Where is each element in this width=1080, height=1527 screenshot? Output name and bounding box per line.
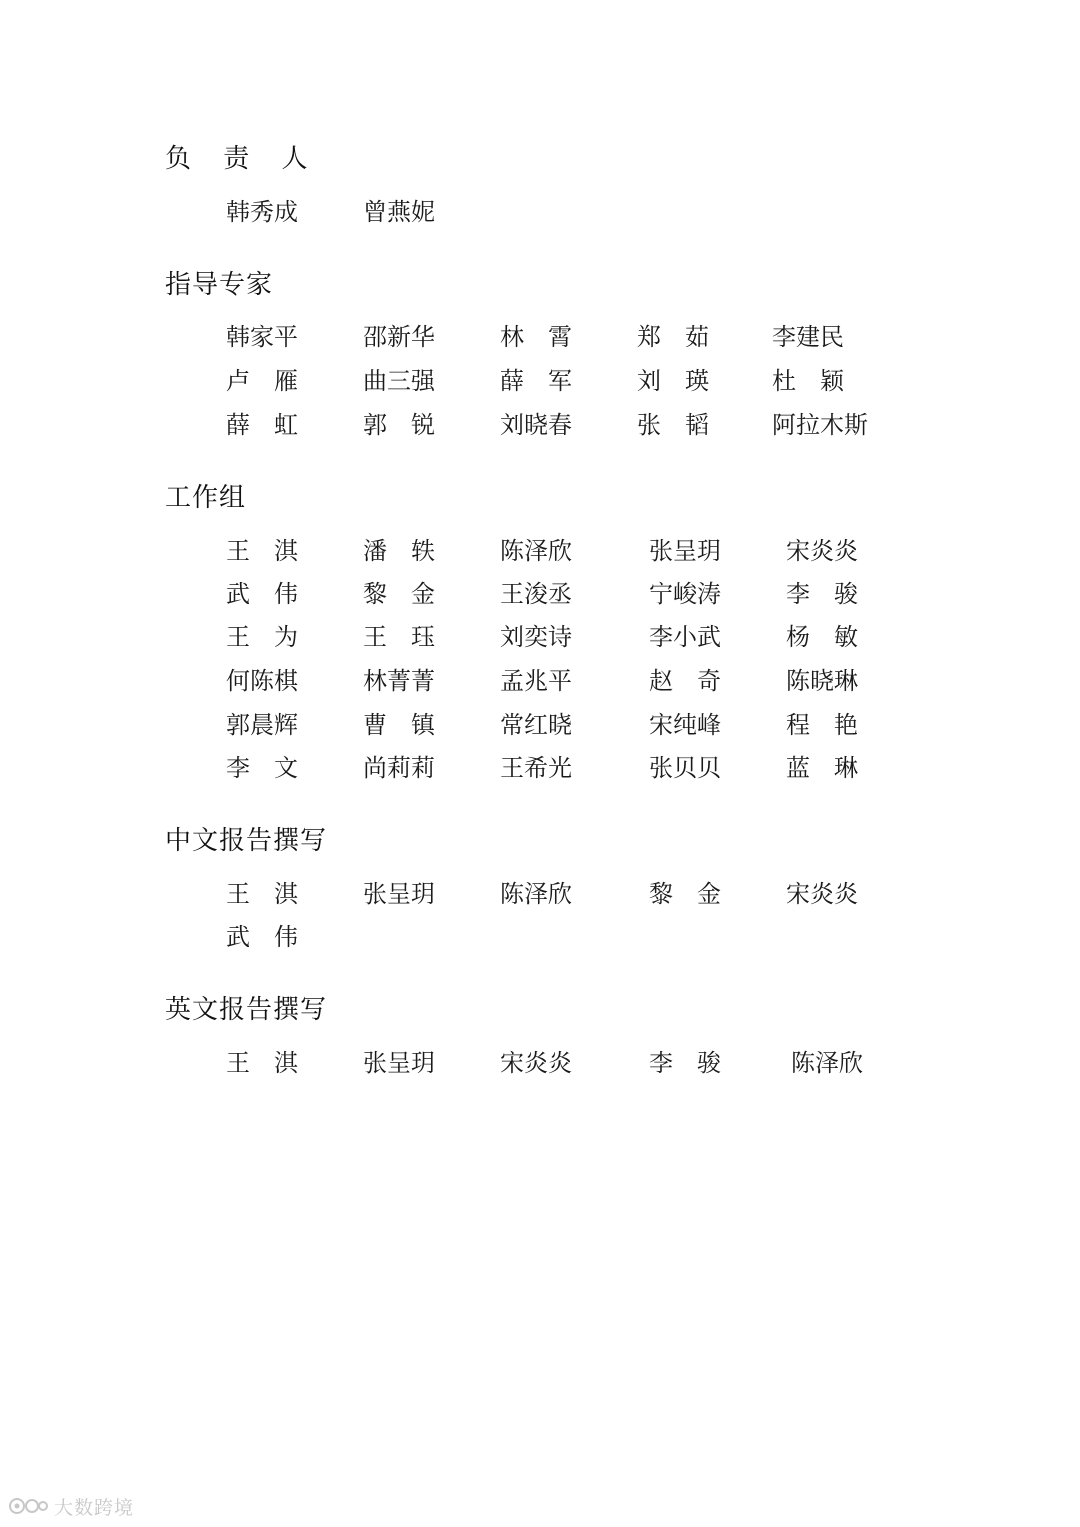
name-entry: 韩家平 — [226, 323, 298, 351]
name-entry: 王希光 — [500, 754, 572, 782]
section-title-advisors: 指导专家 — [165, 270, 274, 300]
name-entry: 卢 雁 — [226, 367, 298, 395]
watermark — [8, 1492, 134, 1520]
name-entry: 张贝贝 — [649, 754, 721, 782]
name-entry: 李 骏 — [786, 580, 858, 608]
name-entry: 郑 茹 — [637, 323, 709, 351]
name-entry: 陈泽欣 — [500, 880, 572, 908]
name-entry: 宋炎炎 — [786, 537, 858, 565]
name-entry: 曲三强 — [363, 367, 435, 395]
name-entry: 黎 金 — [649, 880, 721, 908]
name-entry: 郭 锐 — [363, 411, 435, 439]
name-entry: 宁峻涛 — [649, 580, 721, 608]
name-entry: 孟兆平 — [500, 667, 572, 695]
name-entry: 杨 敏 — [786, 623, 858, 651]
name-entry: 王 珏 — [363, 623, 435, 651]
name-entry: 张呈玥 — [363, 1049, 435, 1077]
name-entry: 王 淇 — [226, 1049, 298, 1077]
name-entry: 杜 颖 — [772, 367, 844, 395]
name-entry: 刘奕诗 — [500, 623, 572, 651]
name-entry: 陈泽欣 — [500, 537, 572, 565]
name-entry: 宋炎炎 — [786, 880, 858, 908]
name-entry: 阿拉木斯 — [772, 411, 868, 439]
name-entry: 薛 军 — [500, 367, 572, 395]
name-entry: 刘 瑛 — [637, 367, 709, 395]
name-entry: 张 韬 — [637, 411, 709, 439]
name-entry: 林菁菁 — [363, 667, 435, 695]
name-entry: 王 为 — [226, 623, 298, 651]
name-entry: 张呈玥 — [649, 537, 721, 565]
section-title-chinese-report: 中文报告撰写 — [165, 826, 328, 856]
section-title-leaders: 负 责 人 — [165, 144, 320, 174]
section-title-working-group: 工作组 — [165, 483, 247, 513]
name-entry: 尚莉莉 — [363, 754, 435, 782]
section-title-english-report: 英文报告撰写 — [165, 995, 328, 1025]
name-entry: 何陈棋 — [226, 667, 298, 695]
name-entry: 黎 金 — [363, 580, 435, 608]
name-entry: 薛 虹 — [226, 411, 298, 439]
name-entry: 郭晨辉 — [226, 711, 298, 739]
name-entry: 武 伟 — [226, 923, 298, 951]
name-entry: 林 霄 — [500, 323, 572, 351]
name-entry: 张呈玥 — [363, 880, 435, 908]
name-entry: 李建民 — [772, 323, 844, 351]
name-entry: 常红晓 — [500, 711, 572, 739]
name-entry: 刘晓春 — [500, 411, 572, 439]
name-entry: 潘 轶 — [363, 537, 435, 565]
name-entry: 曾燕妮 — [363, 198, 435, 226]
name-entry: 曹 镇 — [363, 711, 435, 739]
name-entry: 蓝 琳 — [786, 754, 858, 782]
name-entry: 陈泽欣 — [791, 1049, 863, 1077]
name-entry: 李小武 — [649, 623, 721, 651]
brand-logo-icon — [8, 1495, 48, 1517]
name-entry: 邵新华 — [363, 323, 435, 351]
watermark-text: 大数跨境 — [54, 1496, 135, 1519]
name-entry: 李 文 — [226, 754, 298, 782]
name-entry: 王浚丞 — [500, 580, 572, 608]
name-entry: 武 伟 — [226, 580, 298, 608]
name-entry: 宋纯峰 — [649, 711, 721, 739]
name-entry: 李 骏 — [649, 1049, 721, 1077]
name-entry: 陈晓琳 — [786, 667, 858, 695]
name-entry: 宋炎炎 — [500, 1049, 572, 1077]
name-entry: 王 淇 — [226, 880, 298, 908]
name-entry: 程 艳 — [786, 711, 858, 739]
name-entry: 赵 奇 — [649, 667, 721, 695]
name-entry: 王 淇 — [226, 537, 298, 565]
name-entry: 韩秀成 — [226, 198, 298, 226]
